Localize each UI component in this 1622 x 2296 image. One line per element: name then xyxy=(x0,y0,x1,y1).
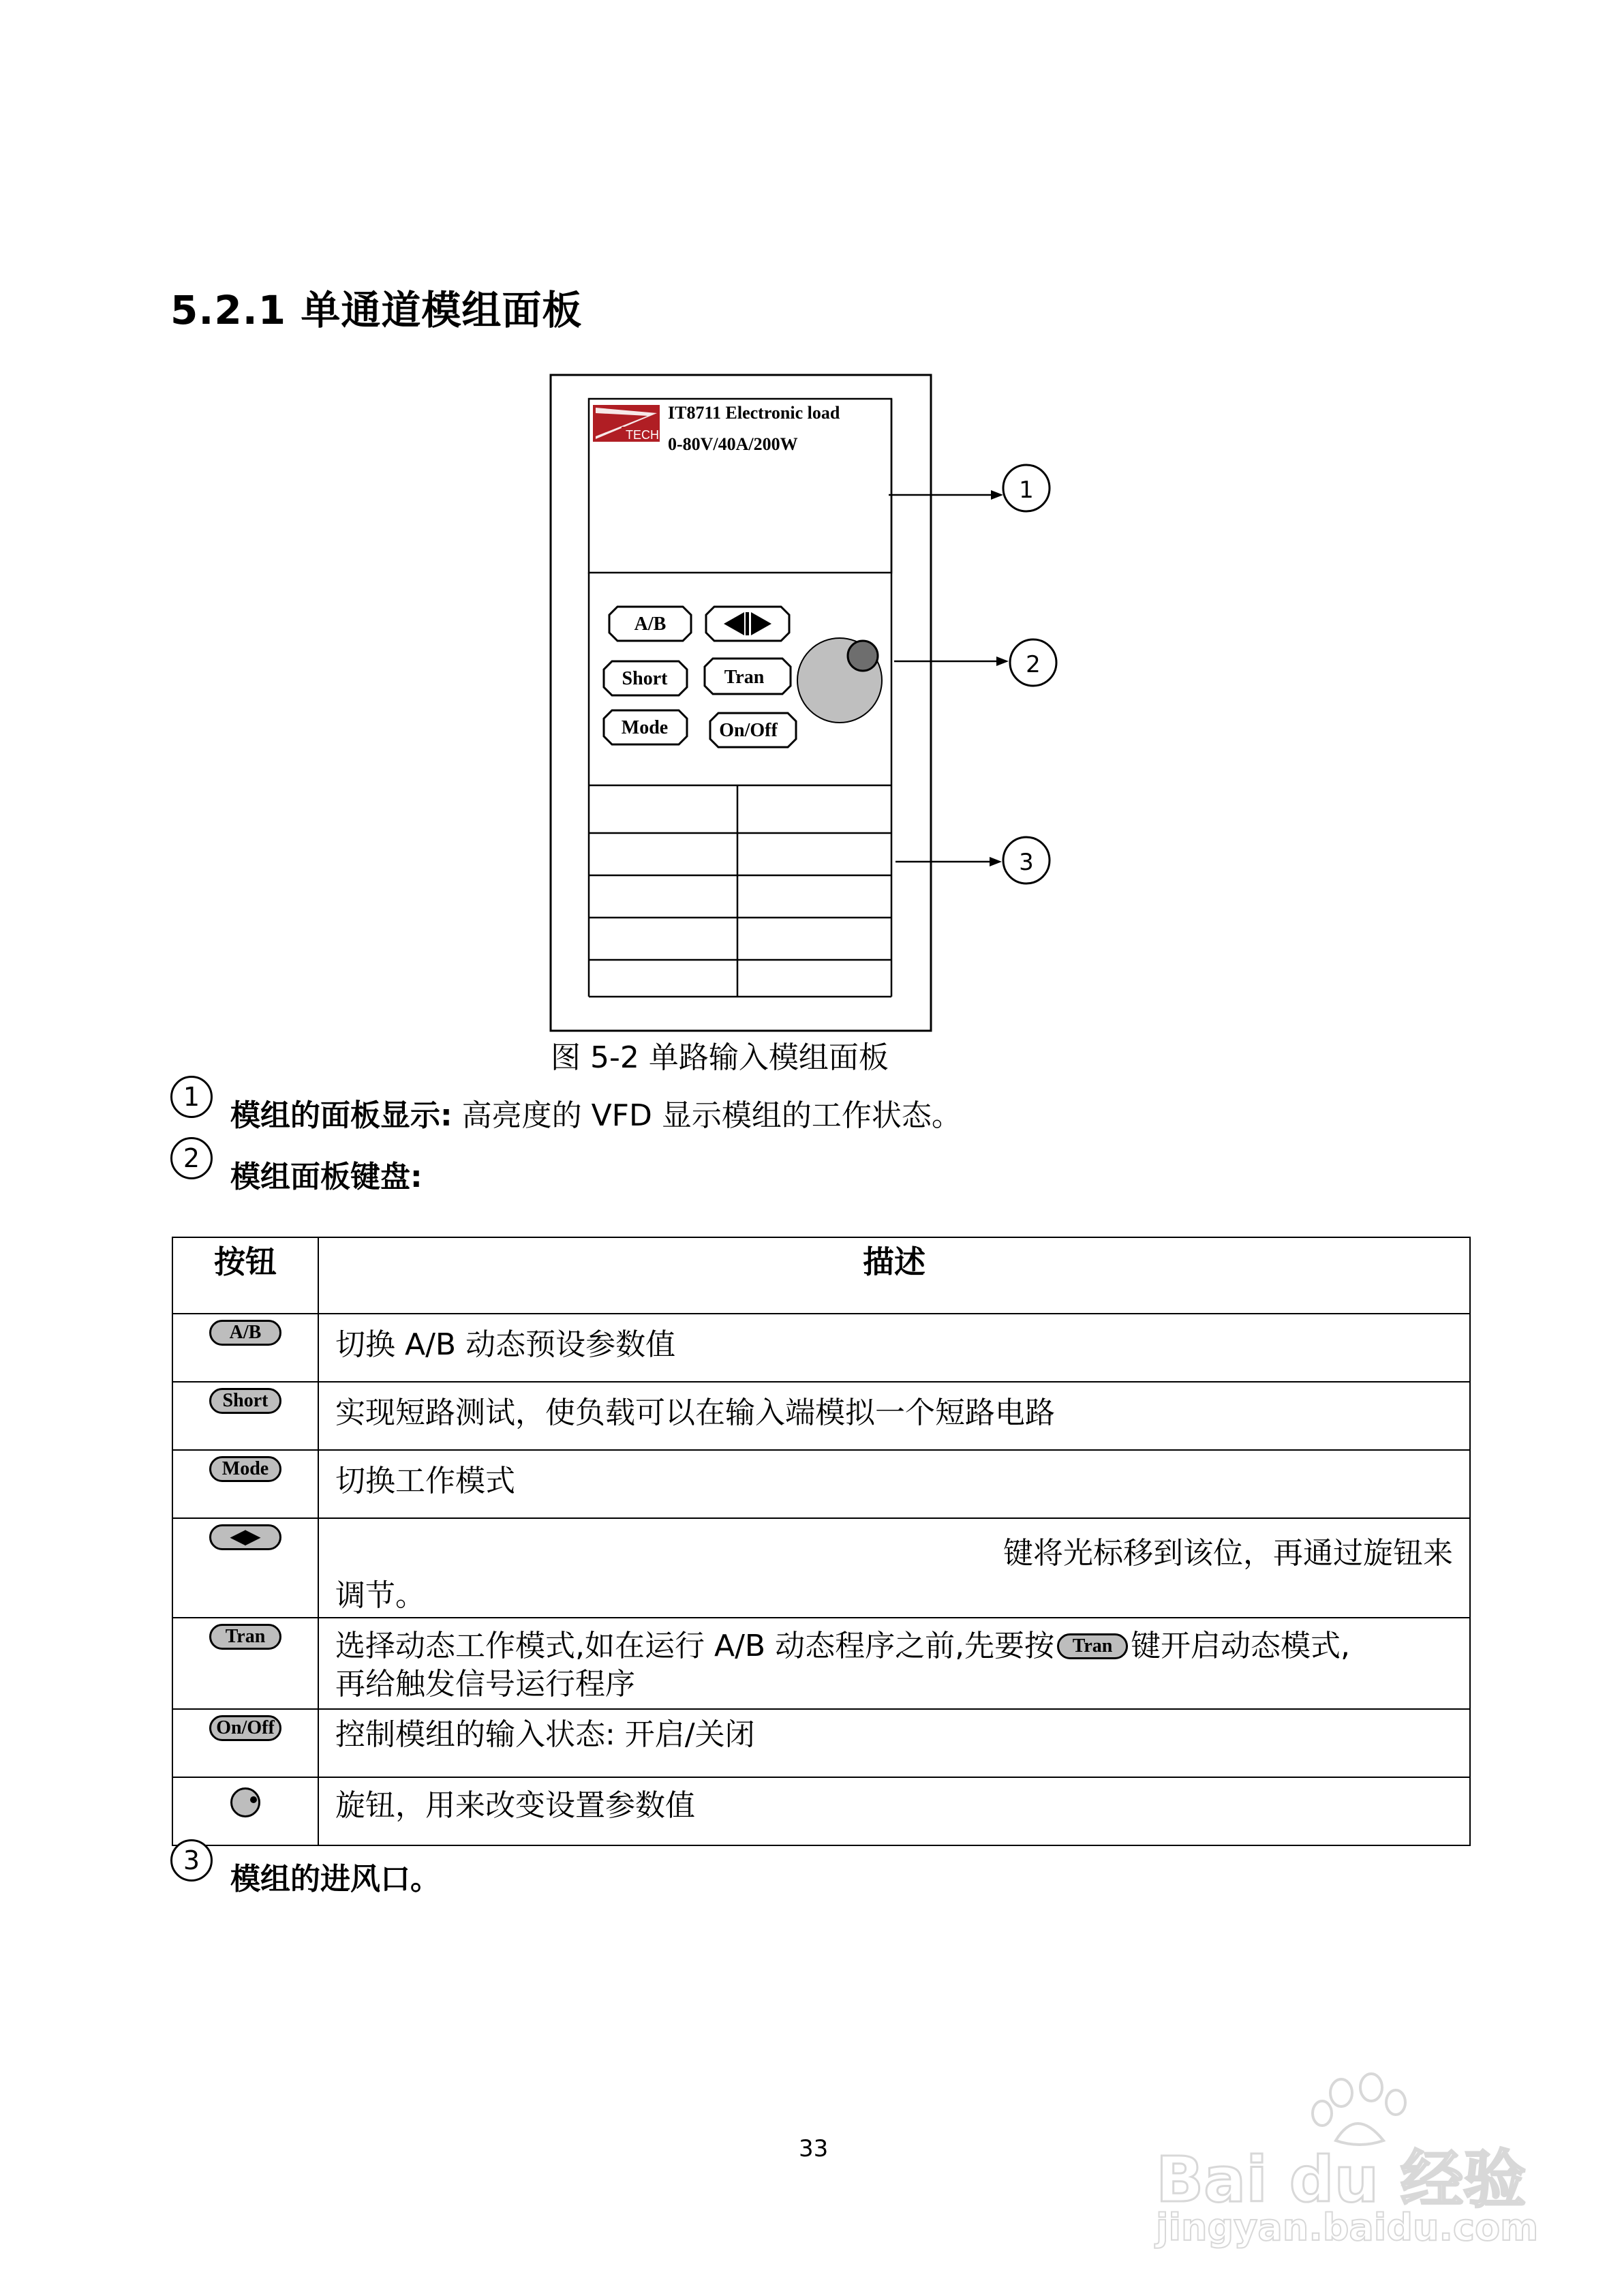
watermark-url: jingyan.baidu.com xyxy=(1156,2206,1539,2249)
row-desc-line-1: 键将光标移到该位，再通过旋钮来 xyxy=(1003,1536,1453,1571)
vent-grid xyxy=(589,785,891,997)
row-desc: 旋钮，用来改变设置参数值 xyxy=(318,1777,1470,1845)
svg-text:3: 3 xyxy=(1019,849,1034,876)
tran-key-icon: Tran xyxy=(209,1624,281,1650)
row-desc-line-1: 选择动态工作模式,如在运行 A/B 动态程序之前,先要按 Tran 键开启动态模式, xyxy=(335,1629,1351,1663)
item-number-2: 2 xyxy=(170,1137,213,1179)
model-line-1: IT8711 Electronic load xyxy=(668,403,840,423)
table-row xyxy=(172,1382,1470,1450)
item-3 xyxy=(230,1854,440,1898)
logo-text: TECH xyxy=(626,428,659,442)
item-2 xyxy=(230,1152,423,1196)
table-row xyxy=(172,1709,1470,1777)
svg-text:1: 1 xyxy=(1019,477,1034,504)
row-desc: 切换 A/B 动态预设参数值 xyxy=(318,1314,1470,1382)
mode-key-icon: Mode xyxy=(209,1456,281,1482)
panel-figure xyxy=(0,0,1622,1091)
row-desc: 实现短路测试，使负载可以在输入端模拟一个短路电路 xyxy=(318,1382,1470,1450)
table-row xyxy=(172,1618,1470,1709)
item-1 xyxy=(230,1091,962,1134)
ab-key-icon: A/B xyxy=(209,1320,281,1346)
table-row xyxy=(172,1518,1470,1618)
tran-key-inline-icon: Tran xyxy=(1057,1633,1128,1659)
svg-text:Tran: Tran xyxy=(724,667,765,688)
row-desc: 切换工作模式 xyxy=(318,1450,1470,1518)
baidu-watermark xyxy=(1152,2072,1574,2250)
table-row xyxy=(172,1450,1470,1518)
key-ab[interactable] xyxy=(609,607,691,641)
row-desc: 控制模组的输入状态: 开启/关闭 xyxy=(318,1709,1470,1777)
key-tran[interactable] xyxy=(705,659,791,694)
itech-logo xyxy=(593,405,660,442)
key-arrows[interactable] xyxy=(706,607,789,641)
item-1-text: 高亮度的 VFD 显示模组的工作状态。 xyxy=(452,1098,962,1133)
item-3-label: 模组的进风口。 xyxy=(230,1862,440,1897)
table-header-row xyxy=(172,1237,1470,1314)
svg-text:2: 2 xyxy=(1026,651,1041,678)
table-row xyxy=(172,1777,1470,1845)
svg-text:A/B: A/B xyxy=(634,614,667,635)
model-line-2: 0-80V/40A/200W xyxy=(668,434,798,454)
callout-1 xyxy=(889,465,1050,511)
rotary-knob[interactable] xyxy=(797,638,882,723)
svg-text:On/Off: On/Off xyxy=(719,720,778,741)
item-2-label: 模组面板键盘: xyxy=(230,1160,423,1194)
row-desc-line-2: 调节。 xyxy=(335,1578,425,1613)
key-onoff[interactable] xyxy=(710,713,796,747)
callout-2 xyxy=(894,639,1056,686)
key-short[interactable] xyxy=(604,661,687,695)
onoff-key-icon: On/Off xyxy=(209,1715,281,1741)
callout-3 xyxy=(896,837,1050,883)
watermark-brand: Bai du 经验 xyxy=(1156,2143,1527,2216)
page-number: 33 xyxy=(799,2135,829,2162)
key-description-table xyxy=(172,1237,1471,1846)
svg-text:Mode: Mode xyxy=(621,717,669,738)
row-desc-line-2: 再给触发信号运行程序 xyxy=(335,1667,635,1702)
item-number-3: 3 xyxy=(170,1839,213,1882)
item-number-1: 1 xyxy=(170,1076,213,1118)
short-key-icon: Short xyxy=(209,1388,281,1414)
section-heading: 5.2.1 单通道模组面板 xyxy=(170,287,583,333)
table-row xyxy=(172,1314,1470,1382)
arrow-keys-icon: ◀▶ xyxy=(209,1524,281,1550)
header-desc: 描述 xyxy=(318,1237,1470,1314)
knob-icon xyxy=(230,1787,260,1817)
svg-text:Short: Short xyxy=(622,668,668,689)
figure-caption: 图 5-2 单路输入模组面板 xyxy=(551,1040,889,1075)
header-key: 按钮 xyxy=(172,1237,318,1314)
key-mode[interactable] xyxy=(604,710,687,744)
item-1-label: 模组的面板显示: xyxy=(230,1098,453,1133)
